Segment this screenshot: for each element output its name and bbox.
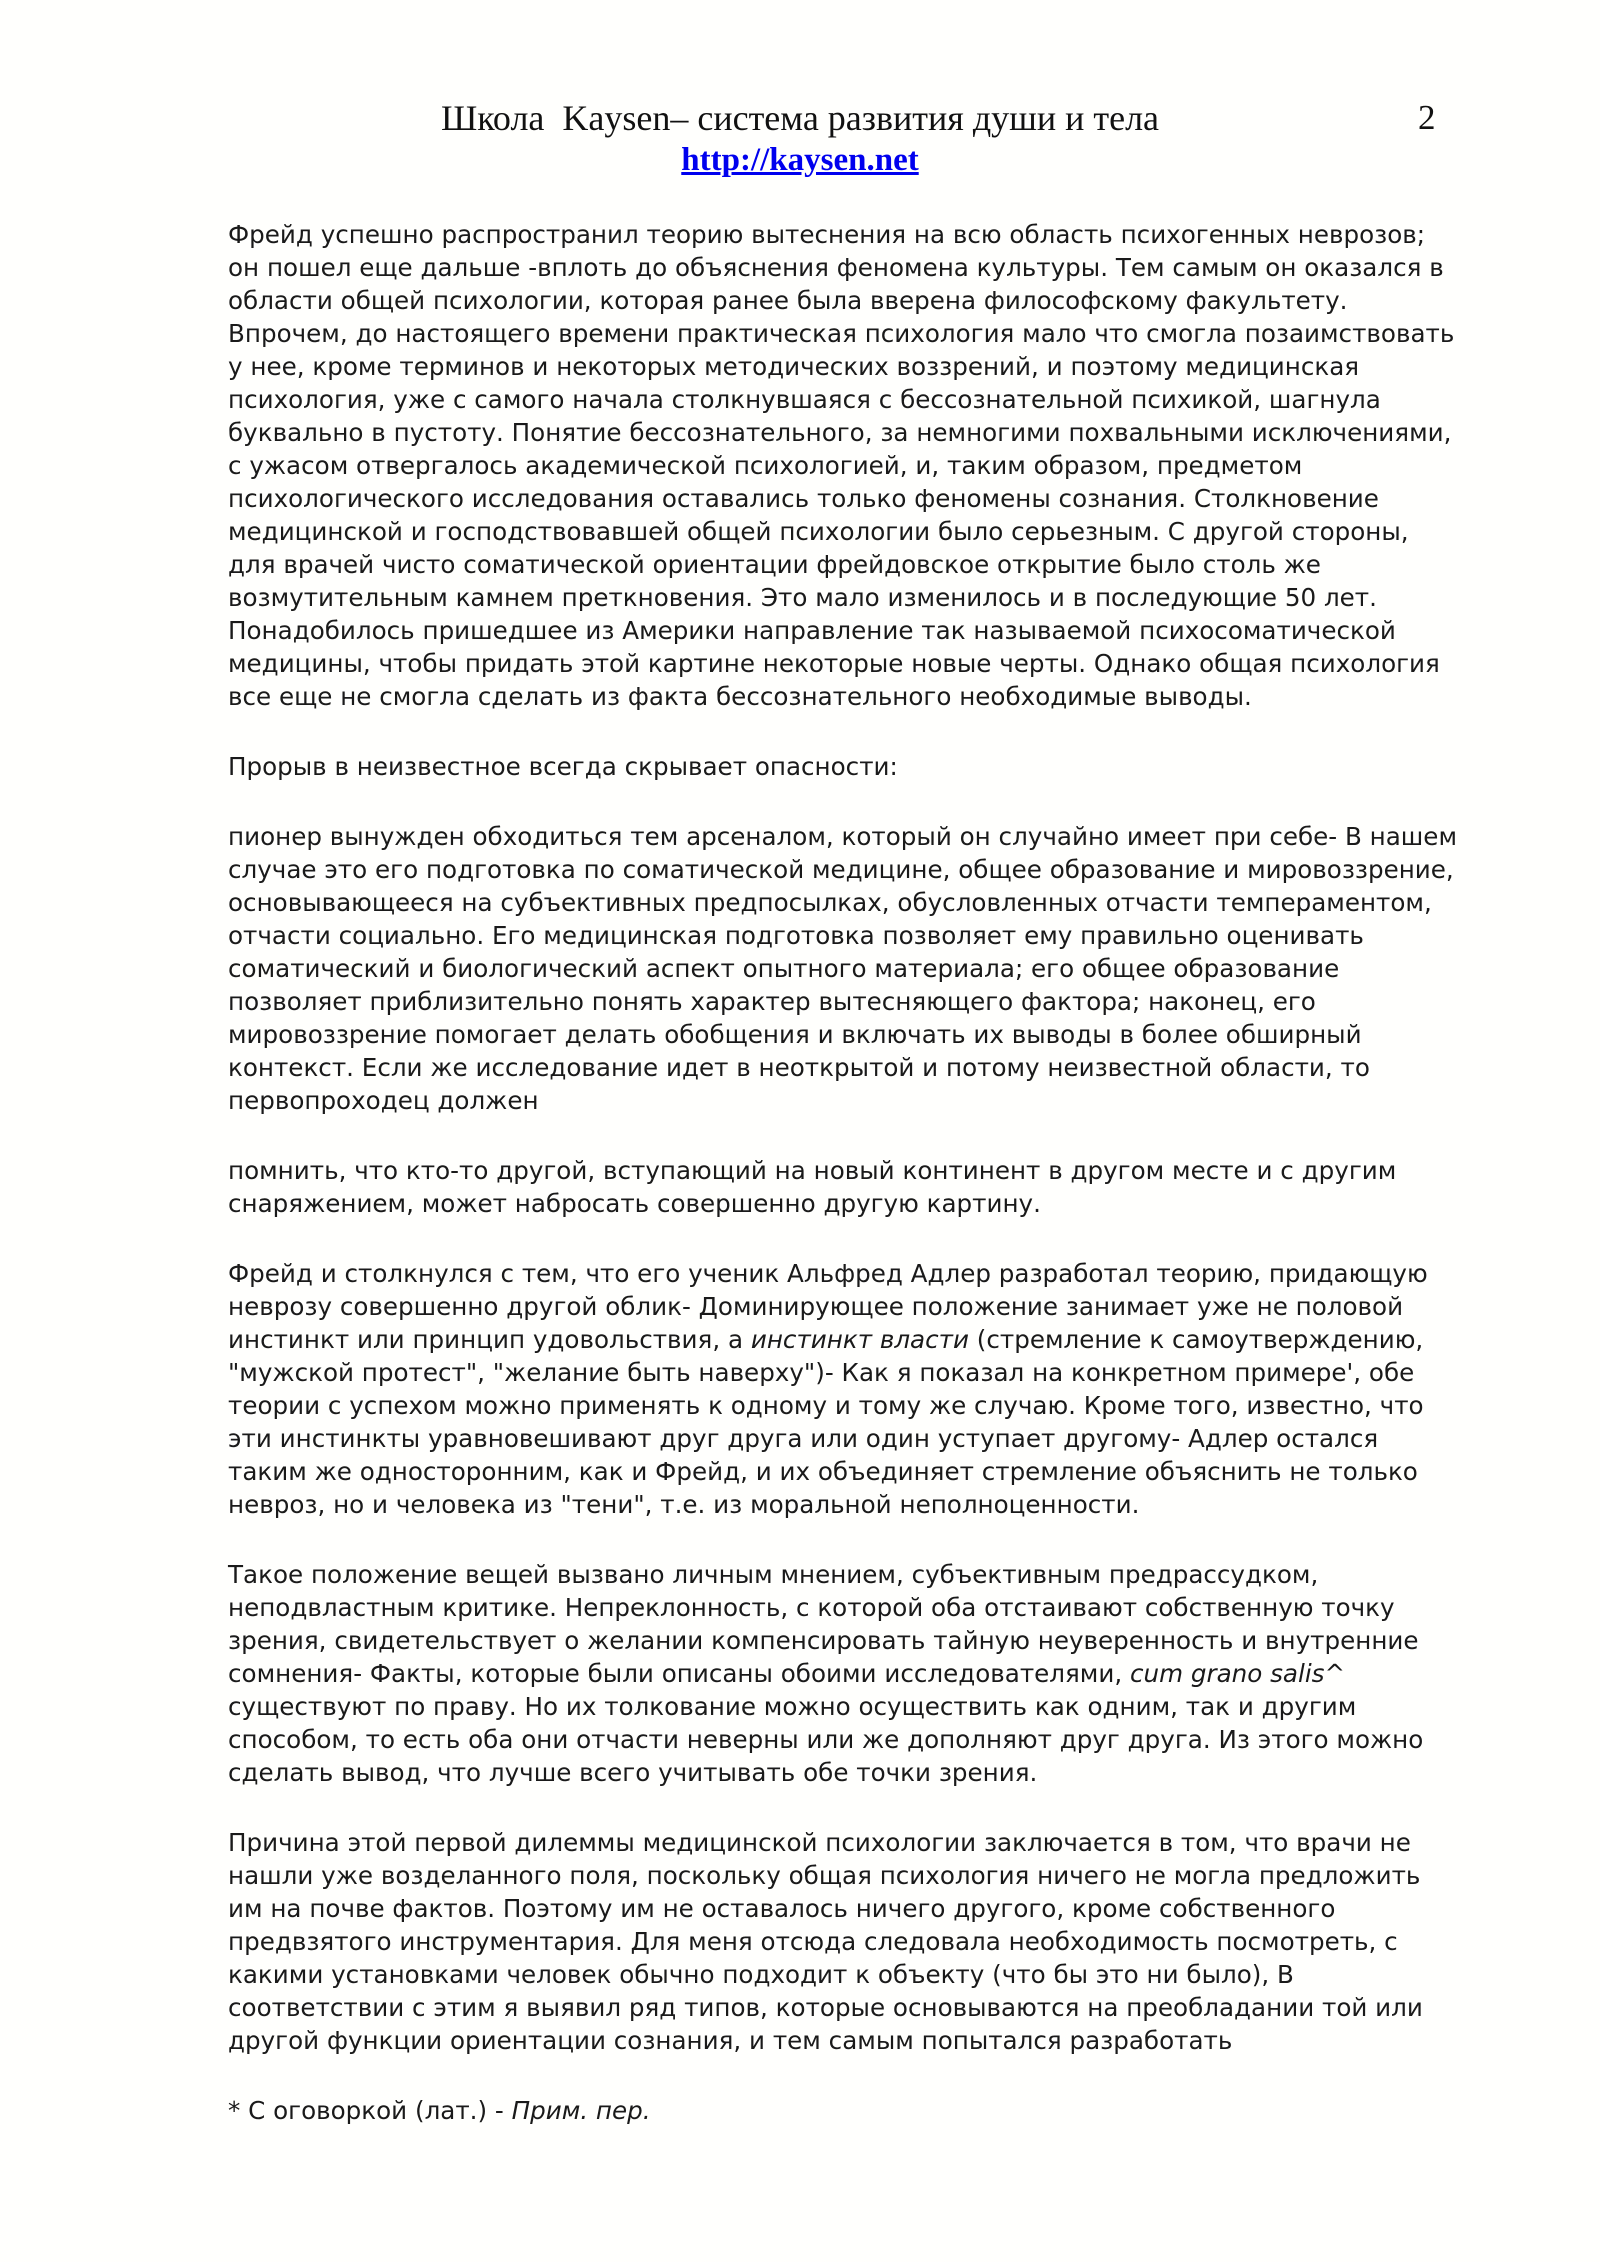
- paragraph-text: (стремление к самоутверждению, "мужской протест", "желание быть наверху")- Как я показал на конкретном примере', обе теории с успехом можно применять к одному и тому же случаю. Кроме того, известно, что эти инстинкты уравновешивают друг друга или один уступает другому- Адлер остался таким же односторонним, как и Фрейд, и их объединяет стремление объяснить не только невроз, но и человека из "тени", т.е. из моральной неполноценности.: [228, 1325, 1424, 1519]
- paragraph-5: [228, 1257, 1460, 1521]
- footnote-note: Прим. пер.: [511, 2096, 651, 2125]
- paragraph-text: Фрейд и столкнулся с тем, что его ученик Альфред Адлер разработал теорию, придающую неврозу совершенно другой облик- Доминирующее положение занимает уже не половой инстинкт или принцип удовольствия, а: [228, 1259, 1428, 1354]
- italic-term: cum grano salis: [1129, 1659, 1325, 1688]
- paragraph-4: [228, 1154, 1460, 1220]
- paragraph-text: Фрейд успешно распространил теорию вытеснения на всю область психогенных неврозов; он пошел еще дальше -вплоть до объяснения феномена культуры. Тем самым он оказался в области общей психологии, которая ранее была вверена философскому факультету. Впрочем, до настоящего времени практическая психология мало что смогла позаимствовать у нее, кроме терминов и некоторых методических воззрений, и поэтому медицинская психология, уже с самого начала столкнувшаяся с бессознательной психикой, шагнула буквально в пустоту. Понятие бессознательного, за немногими похвальными исключениями, с ужасом отвергалось академической психологией, и, таким образом, предметом психологического исследования оставались только феномены сознания. Столкновение медицинской и господствовавшей общей психологии было серьезным. С другой стороны, для врачей чисто соматической ориентации фрейдовское открытие было столь же возмутительным камнем преткновения. Это мало изменилось и в последующие 50 лет. Понадобилось пришедшее из Америки направление так называемой психосоматической медицины, чтобы придать этой картине некоторые новые черты. Однако общая психология все еще не смогла сделать из факта бессознательного необходимые выводы.: [228, 220, 1455, 711]
- footnote: [228, 2094, 1460, 2127]
- footnote-text: * С оговоркой (лат.) -: [228, 2096, 512, 2125]
- paragraph-7: [228, 1826, 1460, 2057]
- paragraph-text: Прорыв в неизвестное всегда скрывает опасности:: [228, 752, 898, 781]
- paragraph-text: пионер вынужден обходиться тем арсеналом, который он случайно имеет при себе- В нашем случае это его подготовка по соматической медицине, общее образование и мировоззрение, основывающееся на субъективных предпосылках, обусловленных отчасти темпераментом, отчасти социально. Его медицинская подготовка позволяет ему правильно оценивать соматический и биологический аспект опытного материала; его общее образование позволяет приблизительно понять характер вытесняющего фактора; наконец, его мировоззрение помогает делать обобщения и включать их выводы в более обширный контекст. Если же исследование идет в неоткрытой и потому неизвестной области, то первопроходец должен: [228, 822, 1457, 1115]
- document-body: [228, 218, 1460, 2164]
- header-title: Школа Kaysen– система развития души и тела: [440, 98, 1160, 138]
- paragraph-1: [228, 218, 1460, 713]
- page-header: [0, 96, 1600, 180]
- site-link[interactable]: http://kaysen.net: [681, 142, 919, 178]
- paragraph-text: Причина этой первой дилеммы медицинской психологии заключается в том, что врачи не нашли уже возделанного поля, поскольку общая психология ничего не могла предложить им на почве фактов. Поэтому им не оставалось ничего другого, кроме собственного предвзятого инструментария. Для меня отсюда следовала необходимость посмотреть, с какими установками человек обычно подходит к объекту (что бы это ни было), В соответствии с этим я выявил ряд типов, которые основываются на преобладании той или другой функции ориентации сознания, и тем самым попытался разработать: [228, 1828, 1423, 2055]
- paragraph-3: [228, 820, 1460, 1117]
- paragraph-6: [228, 1558, 1460, 1789]
- italic-term: инстинкт власти: [750, 1325, 969, 1354]
- paragraph-2: [228, 750, 1460, 783]
- paragraph-text: помнить, что кто-то другой, вступающий на новый континент в другом месте и с другим снаряжением, может набросать совершенно другую картину.: [228, 1156, 1397, 1218]
- page-number: 2: [1418, 98, 1436, 137]
- paragraph-text: ^ существуют по праву. Но их толкование можно осуществить как одним, так и другим способом, то есть оба они отчасти неверны или же дополняют друг друга. Из этого можно сделать вывод, что лучше всего учитывать обе точки зрения.: [228, 1659, 1424, 1787]
- paragraph-text: Такое положение вещей вызвано личным мнением, субъективным предрассудком, неподвластным критике. Непреклонность, с которой оба отстаивают собственную точку зрения, свидетельствует о желании компенсировать тайную неуверенность и внутренние сомнения- Факты, которые были описаны обоими исследователями,: [228, 1560, 1419, 1688]
